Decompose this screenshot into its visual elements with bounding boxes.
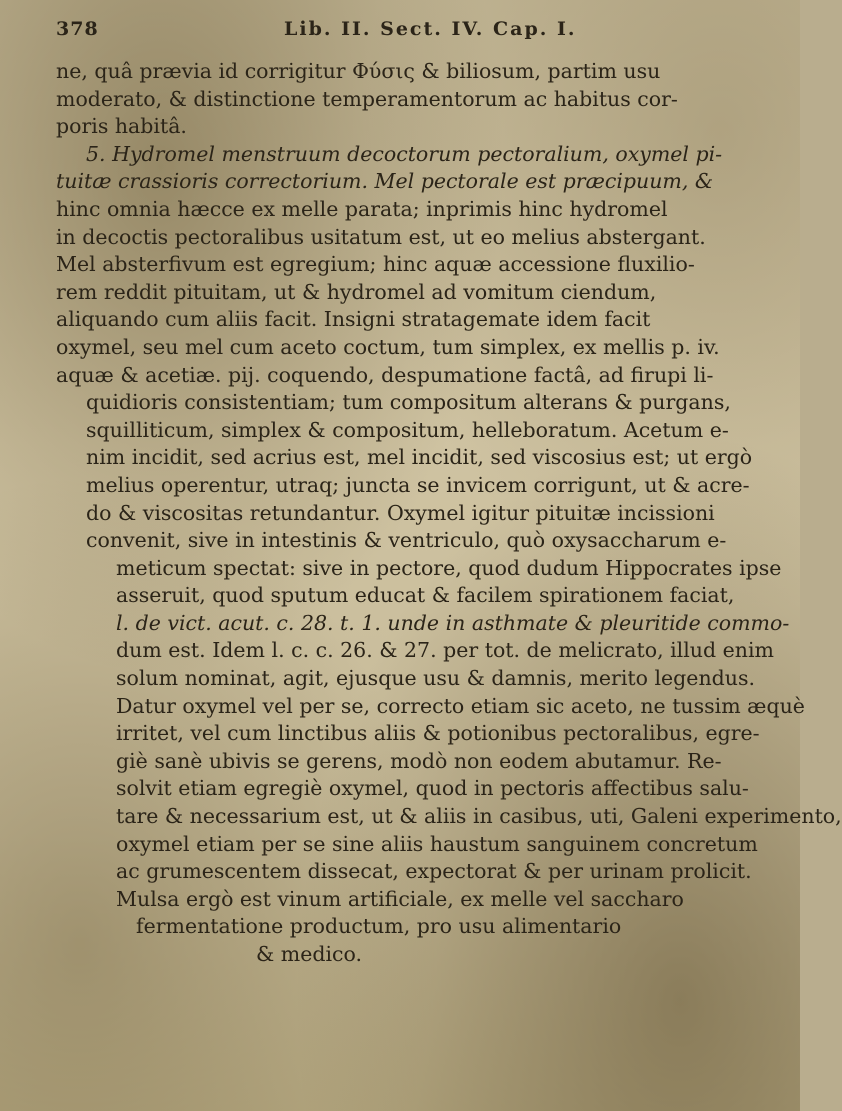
text-line: melius operentur, utraq; juncta se invicem corrigunt, ut & acre- [86, 472, 750, 497]
text-line: solum nominat, agit, ejusque usu & damnis, merito legendus. [116, 666, 756, 691]
text-line: solvit etiam egregiè oxymel, quod in pectoris affectibus salu- [116, 776, 749, 801]
text-line: tare & necessarium est, ut & aliis in casibus, uti, Galeni experimento, [116, 804, 842, 829]
text-line: nim incidit, sed acrius est, mel incidit, sed viscosius est; ut ergò [86, 445, 753, 470]
text-line: poris habitâ. [56, 114, 187, 139]
text-line: fermentatione productum, pro usu alimentario [136, 914, 622, 939]
text-line: hinc omnia hæcce ex melle parata; inprimis hinc hydromel [56, 196, 668, 221]
text-line: l. de vict. acut. c. 28. t. 1. unde in asthmate & pleuritide commo- [116, 610, 790, 635]
text-line: & medico. [256, 942, 362, 966]
section-heading: 5. Hydromel menstruum decoctorum pectoralium, oxymel pi- [86, 141, 723, 166]
text-line: Mulsa ergò est vinum artificiale, ex melle vel saccharo [116, 886, 684, 911]
text-line: Datur oxymel vel per se, correcto etiam sic aceto, ne tussim æquè [116, 693, 805, 718]
text-line: rem reddit pituitam, ut & hydromel ad vomitum ciendum, [56, 279, 657, 304]
text-line: convenit, sive in intestinis & ventriculo, quò oxysaccharum e- [86, 528, 727, 553]
text-line: dum est. Idem l. c. c. 26. & 27. per tot. de melicrato, illud enim [116, 638, 774, 663]
running-head: Lib. II. Sect. IV. Cap. I. [284, 18, 577, 40]
text-line: do & viscositas retundantur. Oxymel igitur pituitæ incissioni [86, 500, 715, 525]
text-line: meticum spectat: sive in pectore, quod dudum Hippocrates ipse [116, 555, 782, 580]
text-line: Mel absterfivum est egregium; hinc aquæ accessione fluxilio- [56, 252, 695, 277]
text-line: quidioris consistentiam; tum compositum alterans & purgans, [86, 390, 731, 415]
text-line: giè sanè ubivis se gerens, modò non eodem abutamur. Re- [116, 748, 722, 773]
text-line: asseruit, quod sputum educat & facilem spirationem faciat, [116, 583, 735, 608]
text-line: tuitæ crassioris correctorium. Mel pectorale est præcipuum, & [56, 169, 714, 194]
text-line: squilliticum, simplex & compositum, helleboratum. Acetum e- [86, 417, 729, 442]
page-number: 378 [56, 18, 99, 40]
page-header [56, 18, 768, 58]
text-line: oxymel etiam per se sine aliis haustum sanguinem concretum [116, 831, 758, 856]
text-line: ne, quâ prævia id corrigitur Φύσις & biliosum, partim usu [56, 59, 661, 83]
text-line: moderato, & distinctione temperamentorum ac habitus cor- [56, 86, 678, 111]
text-line: oxymel, seu mel cum aceto coctum, tum simplex, ex mellis p. iv. [56, 334, 720, 359]
text-line: aquæ & acetiæ. pij. coquendo, despumatione factâ, ad firupi li- [56, 362, 714, 387]
page-text [56, 18, 842, 969]
text-line: irritet, vel cum linctibus aliis & potionibus pectoralibus, egre- [116, 721, 760, 746]
text-line: ac grumescentem dissecat, expectorat & per urinam prolicit. [116, 859, 752, 884]
text-line: aliquando cum aliis facit. Insigni stratagemate idem facit [56, 307, 651, 332]
text-line: in decoctis pectoralibus usitatum est, ut eo melius abstergant. [56, 224, 706, 249]
